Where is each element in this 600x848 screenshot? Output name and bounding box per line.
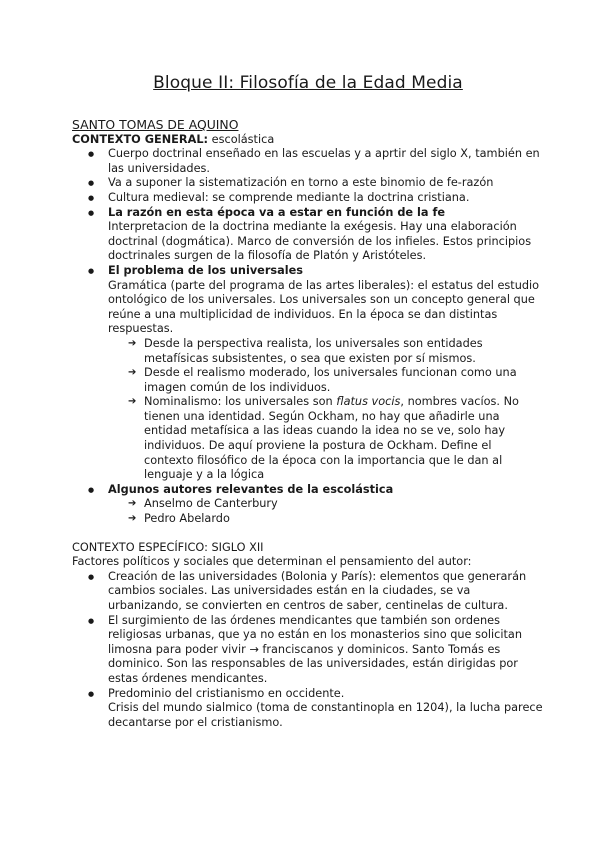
context-general-line: [72, 133, 544, 148]
context-general-value: escolástica: [211, 132, 275, 146]
sub-list-item: ➔ Desde el realismo moderado, los universales funcionan como una imagen común de los individuos.: [144, 366, 544, 395]
universales-sublist: [108, 337, 544, 483]
page-title: Bloque II: Filosofía de la Edad Media: [153, 73, 463, 93]
item-body: Interpretacion de la doctrina mediante la exégesis. Hay una elaboración doctrinal (dogmática). Marco de conversión de los infieles. Estos principios doctrinales surgen de la filosofía de Platón y Aristóteles.: [108, 220, 532, 263]
specific-context-list: [72, 570, 544, 731]
sub-list-item: ➔ Pedro Abelardo: [144, 512, 544, 527]
section-intro: Factores políticos y sociales que determinan el pensamiento del autor:: [72, 555, 472, 569]
list-item: [108, 264, 544, 483]
list-item: [108, 687, 544, 731]
text-span: Nominalismo: los universales son: [144, 395, 337, 409]
section-heading-specific: CONTEXTO ESPECÍFICO: SIGLO XII: [72, 540, 264, 554]
context-general-label: CONTEXTO GENERAL:: [72, 132, 209, 146]
list-item: ● Cuerpo doctrinal enseñado en las escuelas y a aprtir del siglo X, también en las universidades.: [108, 147, 544, 176]
italic-term: flatus vocis: [336, 395, 401, 409]
item-body: Gramática (parte del programa de las artes liberales): el estatus del estudio ontológico de los universales. Los universales son un concepto general que reúne a una multiplicidad de individuos. En la época se dan distintas respuestas.: [108, 278, 540, 336]
sub-list-item: [144, 395, 544, 483]
sub-list-item: ➔ Anselmo de Canterbury: [144, 497, 544, 512]
document-body: [72, 118, 544, 730]
item-heading-universales: ● El problema de los universales: [108, 263, 304, 277]
item-line: Crisis del mundo sialmico (toma de constantinopla en 1204), la lucha parece decantarse por el cristianismo.: [108, 701, 543, 729]
list-item: ● Va a suponer la sistematización en torno a este binomio de fe-razón: [108, 176, 544, 191]
list-item: [108, 483, 544, 527]
general-context-list: [72, 147, 544, 526]
item-line: ● Predominio del cristianismo en occidente.: [108, 686, 345, 700]
sub-list-item: ➔ Desde la perspectiva realista, los universales son entidades metafísicas subsistentes, o sea que existen por sí mismos.: [144, 337, 544, 366]
authors-sublist: [108, 497, 544, 526]
text-span: , nombres vacíos. No tienen una identidad. Según Ockham, no hay que añadirle una entidad metafísica a las ideas cuando la idea no se ve, solo hay individuos. De aquí proviene la postura de Ockham. Define el contexto filosófico de la época con la importancia que le dan al lenguaje y a la lógica: [144, 395, 519, 482]
item-heading-razon-fe: ● La razón en esta época va a estar en función de la fe: [108, 205, 446, 219]
list-item: [108, 206, 544, 264]
list-item: ● El surgimiento de las órdenes mendicantes que también son ordenes religiosas urbanas, que ya no están en los monasterios sino que solicitan limosna para poder vivir → franciscanos y dominicos. Santo Tomás es dominico. Son las responsables de las universidades, están dirigidas por estas órdenes mendicantes.: [108, 614, 544, 687]
list-item: ● Creación de las universidades (Bolonia y París): elementos que generarán cambios sociales. Las universidades están en la ciudades, se va urbanizando, se convierten en centros de saber, centinelas de cultura.: [108, 570, 544, 614]
item-heading-autores: ● Algunos autores relevantes de la escolástica: [108, 482, 394, 496]
section-heading-aquino: SANTO TOMAS DE AQUINO: [72, 117, 239, 132]
list-item: ● Cultura medieval: se comprende mediante la doctrina cristiana.: [108, 191, 544, 206]
